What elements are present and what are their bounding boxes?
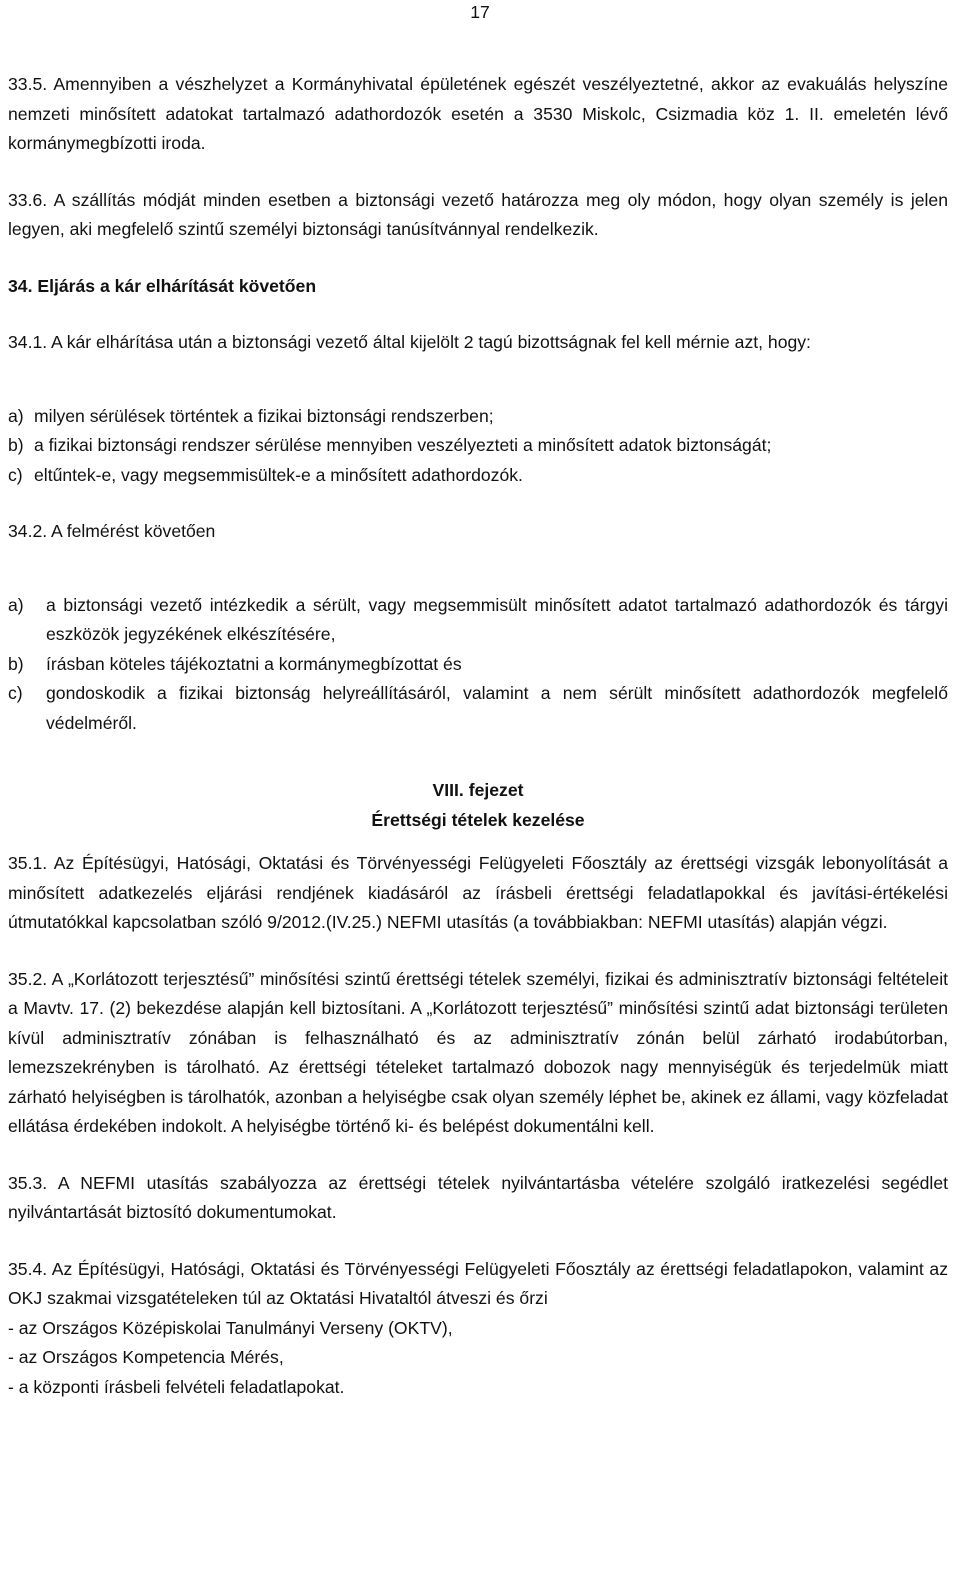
paragraph-34-2: 34.2. A felmérést követően bbox=[8, 521, 216, 541]
list-item bbox=[8, 591, 948, 650]
list-item bbox=[8, 650, 948, 680]
list-item bbox=[8, 402, 948, 432]
list-item: - az Országos Kompetencia Mérés, bbox=[8, 1347, 284, 1367]
list-item-text: eltűntek-e, vagy megsemmisültek-e a minősített adathordozók. bbox=[34, 464, 523, 485]
list-item-text: a fizikai biztonsági rendszer sérülése mennyiben veszélyezteti a minősített adatok biztonságát; bbox=[34, 435, 772, 455]
paragraph-35-4: 35.4. Az Építésügyi, Hatósági, Oktatási és Törvényességi Felügyeleti Főosztály az érettségi feladatlapokon, valamint az OKJ szakmai vizsgatételeken túl az Oktatási Hivataltól átveszi és őrzi bbox=[8, 1258, 948, 1308]
list-item-text: gondoskodik a fizikai biztonság helyreállításáról, valamint a nem sérült minősített adathordozók megfelelő védelméről. bbox=[46, 683, 948, 733]
list-item bbox=[8, 461, 948, 491]
paragraph-35-1: 35.1. Az Építésügyi, Hatósági, Oktatási és Törvényességi Felügyeleti Főosztály az érettségi vizsgák lebonyolítását a minősített adatkezelés eljárási rendjének kiadásáról az írásbeli érettségi feladatlapokkal és javítási-értékelési útmutatókkal kapcsolatban szóló 9/2012.(IV.25.) NEFMI utasítás (a továbbiakban: NEFMI utasítás) alapján végzi. bbox=[8, 853, 948, 932]
list-34-1 bbox=[8, 402, 948, 491]
page-content bbox=[8, 70, 948, 1402]
chapter-title: Érettségi tételek kezelése bbox=[371, 809, 585, 830]
list-marker: c) bbox=[8, 683, 23, 703]
dash-list bbox=[8, 1314, 948, 1403]
list-item-text: írásban köteles tájékoztatni a kormánymegbízottat és bbox=[46, 653, 462, 674]
paragraph-33-6: 33.6. A szállítás módját minden esetben a biztonsági vezető határozza meg oly módon, hogy olyan személy is jelen legyen, aki megfelelő szintű személyi biztonsági tanúsítvánnyal rendelkezik. bbox=[8, 189, 948, 239]
paragraph-35-3: 35.3. A NEFMI utasítás szabályozza az érettségi tételek nyilvántartásba vételére szolgáló iratkezelési segédlet nyilvántartását biztosító dokumentumokat. bbox=[8, 1172, 948, 1222]
list-item: - az Országos Középiskolai Tanulmányi Verseny (OKTV), bbox=[8, 1317, 453, 1338]
paragraph-33-5: 33.5. Amennyiben a vészhelyzet a Kormányhivatal épületének egészét veszélyeztetné, akkor az evakuálás helyszíne nemzeti minősített adatokat tartalmazó adathordozók esetén a 3530 Miskolc, Csizmadia köz 1. II. emeletén lévő kormánymegbízotti iroda. bbox=[8, 74, 948, 153]
paragraph-35-2: 35.2. A „Korlátozott terjesztésű” minősítési szintű érettségi tételek személyi, fizikai és adminisztratív biztonsági feltételeit a Mavtv. 17. (2) bekezdése alapján kell biztosítani. A „Korlátozott terjesztésű” minősítési szintű adat biztonsági területen kívül adminisztratív zónában is felhasználható és az adminisztratív zónán belül zárható irodabútorban, lemezszekrényben is tárolható. Az érettségi tételeket tartalmazó dobozok nagy mennyiségük és terjedelmük miatt zárható helyiségben is tárolhatók, azonban a helyiségbe csak olyan személy léphet be, akinek ez állami, vagy közfeladat ellátása érdekében indokolt. A helyiségbe történő ki- és belépést dokumentálni kell. bbox=[8, 968, 948, 1136]
list-item bbox=[8, 679, 948, 738]
list-marker: a) bbox=[8, 594, 24, 615]
list-marker: b) bbox=[8, 653, 24, 674]
page-number: 17 bbox=[470, 2, 490, 22]
list-marker: c) bbox=[8, 464, 23, 485]
list-item-text: milyen sérülések történtek a fizikai biztonsági rendszerben; bbox=[34, 405, 494, 426]
chapter-number: VIII. fejezet bbox=[432, 780, 524, 800]
list-34-2 bbox=[8, 591, 948, 739]
paragraph-34-1: 34.1. A kár elhárítása után a biztonsági vezető által kijelölt 2 tagú bizottságnak fel kell mérnie azt, hogy: bbox=[8, 332, 811, 352]
list-item-text: a biztonsági vezető intézkedik a sérült, vagy megsemmisült minősített adatot tartalmazó adathordozók és tárgyi eszközök jegyzékének elkészítésére, bbox=[46, 594, 948, 644]
list-marker: b) bbox=[8, 435, 24, 455]
list-marker: a) bbox=[8, 405, 24, 426]
section-heading-34: 34. Eljárás a kár elhárítását követően bbox=[8, 275, 317, 296]
list-item bbox=[8, 431, 948, 461]
list-item: - a központi írásbeli felvételi feladatlapokat. bbox=[8, 1376, 345, 1397]
